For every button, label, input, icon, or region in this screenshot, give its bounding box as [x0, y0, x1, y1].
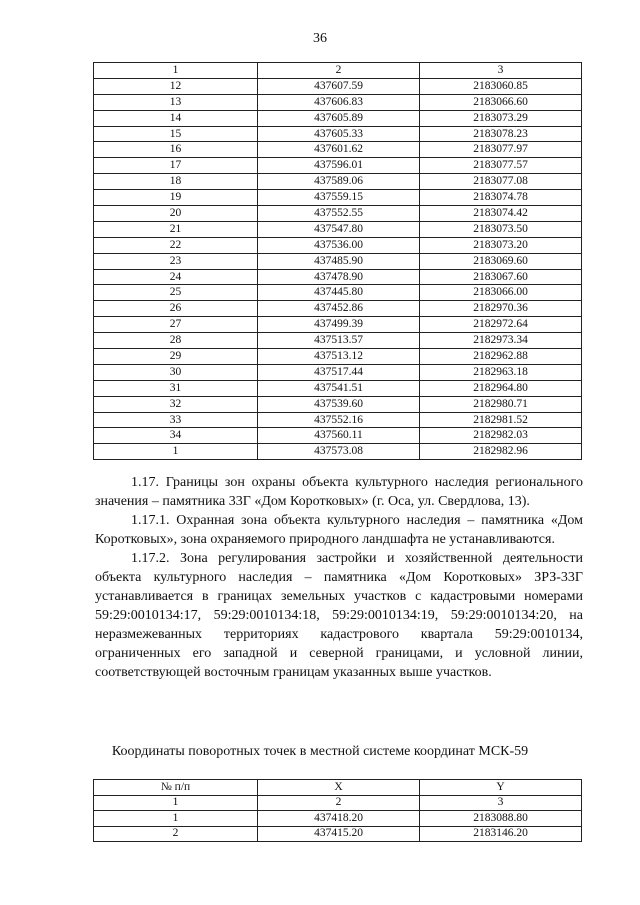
x-coordinate-cell: 437415.20	[258, 826, 420, 842]
y-coordinate-cell: 2183066.00	[420, 285, 582, 301]
x-coordinate-cell: 437552.16	[258, 412, 420, 428]
x-coordinate-cell: 437596.01	[258, 158, 420, 174]
point-number-cell: 2	[94, 826, 258, 842]
table-row	[94, 142, 582, 158]
table-row	[94, 826, 582, 842]
point-number-cell: 27	[94, 317, 258, 333]
y-coordinate-cell: 2183077.97	[420, 142, 582, 158]
point-number-cell: 33	[94, 412, 258, 428]
x-coordinate-cell: 437513.57	[258, 333, 420, 349]
y-coordinate-cell: 2183078.23	[420, 126, 582, 142]
x-coordinate-cell: 437560.11	[258, 428, 420, 444]
y-coordinate-cell: 2183066.60	[420, 94, 582, 110]
point-number-cell: 32	[94, 396, 258, 412]
table-row	[94, 285, 582, 301]
table-row	[94, 269, 582, 285]
x-coordinate-cell: 437499.39	[258, 317, 420, 333]
y-coordinate-cell: 2183077.57	[420, 158, 582, 174]
point-number-cell: 22	[94, 237, 258, 253]
table-row	[94, 174, 582, 190]
point-number-cell: 19	[94, 190, 258, 206]
table-row	[94, 396, 582, 412]
x-coordinate-cell: 437605.89	[258, 110, 420, 126]
y-coordinate-cell: 2183073.29	[420, 110, 582, 126]
point-number-cell: 21	[94, 221, 258, 237]
y-coordinate-cell: 2183073.20	[420, 237, 582, 253]
coordinates-table	[93, 779, 582, 842]
point-number-cell: 30	[94, 364, 258, 380]
table-row	[94, 237, 582, 253]
x-coordinate-cell: 437559.15	[258, 190, 420, 206]
y-coordinate-cell: 2182963.18	[420, 364, 582, 380]
table-header-row	[94, 795, 582, 811]
y-coordinate-cell: 2182980.71	[420, 396, 582, 412]
x-coordinate-cell: 437418.20	[258, 811, 420, 827]
point-number-cell: 14	[94, 110, 258, 126]
point-number-cell: 12	[94, 78, 258, 94]
paragraph-1-17-1: 1.17.1. Охранная зона объекта культурного наследия – памятника «Дом Коротковых», зона охраняемого природного ландшафта не устанавливаются.	[95, 513, 583, 547]
x-coordinate-cell: 437589.06	[258, 174, 420, 190]
y-header: Y	[420, 780, 582, 796]
column-number-header: 2	[258, 63, 420, 79]
x-coordinate-cell: 437513.12	[258, 349, 420, 365]
table-header-row	[94, 63, 582, 79]
x-coordinate-cell: 437606.83	[258, 94, 420, 110]
point-number-cell: 1	[94, 811, 258, 827]
table-row	[94, 78, 582, 94]
y-coordinate-cell: 2182982.96	[420, 444, 582, 460]
table-row	[94, 126, 582, 142]
table-row	[94, 349, 582, 365]
point-number-cell: 18	[94, 174, 258, 190]
x-coordinate-cell: 437452.86	[258, 301, 420, 317]
point-number-cell: 15	[94, 126, 258, 142]
y-coordinate-cell: 2182970.36	[420, 301, 582, 317]
coordinates-heading: Координаты поворотных точек в местной системе координат МСК-59	[111, 744, 529, 759]
y-coordinate-cell: 2183088.80	[420, 811, 582, 827]
y-coordinate-cell: 2183074.42	[420, 206, 582, 222]
coordinates-table-body	[94, 811, 582, 842]
x-coordinate-cell: 437541.51	[258, 380, 420, 396]
table-row	[94, 158, 582, 174]
table-row	[94, 333, 582, 349]
x-coordinate-cell: 437547.80	[258, 221, 420, 237]
column-number-header: 1	[94, 795, 258, 811]
x-coordinate-cell: 437539.60	[258, 396, 420, 412]
x-coordinate-cell: 437605.33	[258, 126, 420, 142]
x-coordinate-cell: 437445.80	[258, 285, 420, 301]
x-coordinate-cell: 437607.59	[258, 78, 420, 94]
column-number-header: 1	[94, 63, 258, 79]
x-coordinate-cell: 437478.90	[258, 269, 420, 285]
y-coordinate-cell: 2182982.03	[420, 428, 582, 444]
table-row	[94, 190, 582, 206]
column-number-header: 3	[420, 63, 582, 79]
table-row	[94, 94, 582, 110]
y-coordinate-cell: 2183060.85	[420, 78, 582, 94]
x-coordinate-cell: 437601.62	[258, 142, 420, 158]
page-number: 36	[313, 31, 327, 46]
y-coordinate-cell: 2183074.78	[420, 190, 582, 206]
table-row	[94, 364, 582, 380]
point-number-cell: 26	[94, 301, 258, 317]
y-coordinate-cell: 2182972.64	[420, 317, 582, 333]
point-number-cell: 1	[94, 444, 258, 460]
point-number-cell: 13	[94, 94, 258, 110]
y-coordinate-cell: 2183146.20	[420, 826, 582, 842]
table-row	[94, 253, 582, 269]
y-coordinate-cell: 2183067.60	[420, 269, 582, 285]
coordinates-table-continued	[93, 62, 582, 460]
x-coordinate-cell: 437573.08	[258, 444, 420, 460]
point-number-cell: 31	[94, 380, 258, 396]
table-column-names-row	[94, 780, 582, 796]
table-row	[94, 811, 582, 827]
point-number-cell: 20	[94, 206, 258, 222]
x-coordinate-cell: 437485.90	[258, 253, 420, 269]
table-row	[94, 317, 582, 333]
table-row	[94, 428, 582, 444]
x-header: X	[258, 780, 420, 796]
point-number-cell: 17	[94, 158, 258, 174]
table-row	[94, 412, 582, 428]
coordinates-table-body	[94, 78, 582, 459]
y-coordinate-cell: 2182981.52	[420, 412, 582, 428]
y-coordinate-cell: 2182962.88	[420, 349, 582, 365]
table-row	[94, 221, 582, 237]
paragraph-1-17-2: 1.17.2. Зона регулирования застройки и хозяйственной деятельности объекта культурного наследия – памятника «Дом Коротковых» ЗРЗ-33Г устанавливается в границах земельных участков с кадастровыми номерами 59:29:0010134:17, 59:29:0010134:18, 59:29:0010134:19, 59:29:0010134:20, на неразмежеванных территориях кадастрового квартала 59:29:0010134, ограниченных его западной и северной границами, и условной линии, соответствующей восточным границам указанных выше участков.	[95, 551, 583, 680]
table-row	[94, 444, 582, 460]
point-number-header: № п/п	[94, 780, 258, 796]
y-coordinate-cell: 2182964.80	[420, 380, 582, 396]
y-coordinate-cell: 2182973.34	[420, 333, 582, 349]
y-coordinate-cell: 2183069.60	[420, 253, 582, 269]
y-coordinate-cell: 2183073.50	[420, 221, 582, 237]
table-row	[94, 110, 582, 126]
paragraph-1-17: 1.17. Границы зон охраны объекта культурного наследия регионального значения – памятника 33Г «Дом Коротковых» (г. Оса, ул. Свердлова, 13).	[95, 475, 583, 509]
point-number-cell: 34	[94, 428, 258, 444]
section-text	[95, 473, 583, 682]
point-number-cell: 23	[94, 253, 258, 269]
point-number-cell: 25	[94, 285, 258, 301]
column-number-header: 2	[258, 795, 420, 811]
table-row	[94, 301, 582, 317]
point-number-cell: 24	[94, 269, 258, 285]
x-coordinate-cell: 437552.55	[258, 206, 420, 222]
y-coordinate-cell: 2183077.08	[420, 174, 582, 190]
table-row	[94, 206, 582, 222]
table-row	[94, 380, 582, 396]
x-coordinate-cell: 437517.44	[258, 364, 420, 380]
x-coordinate-cell: 437536.00	[258, 237, 420, 253]
point-number-cell: 16	[94, 142, 258, 158]
column-number-header: 3	[420, 795, 582, 811]
point-number-cell: 28	[94, 333, 258, 349]
point-number-cell: 29	[94, 349, 258, 365]
